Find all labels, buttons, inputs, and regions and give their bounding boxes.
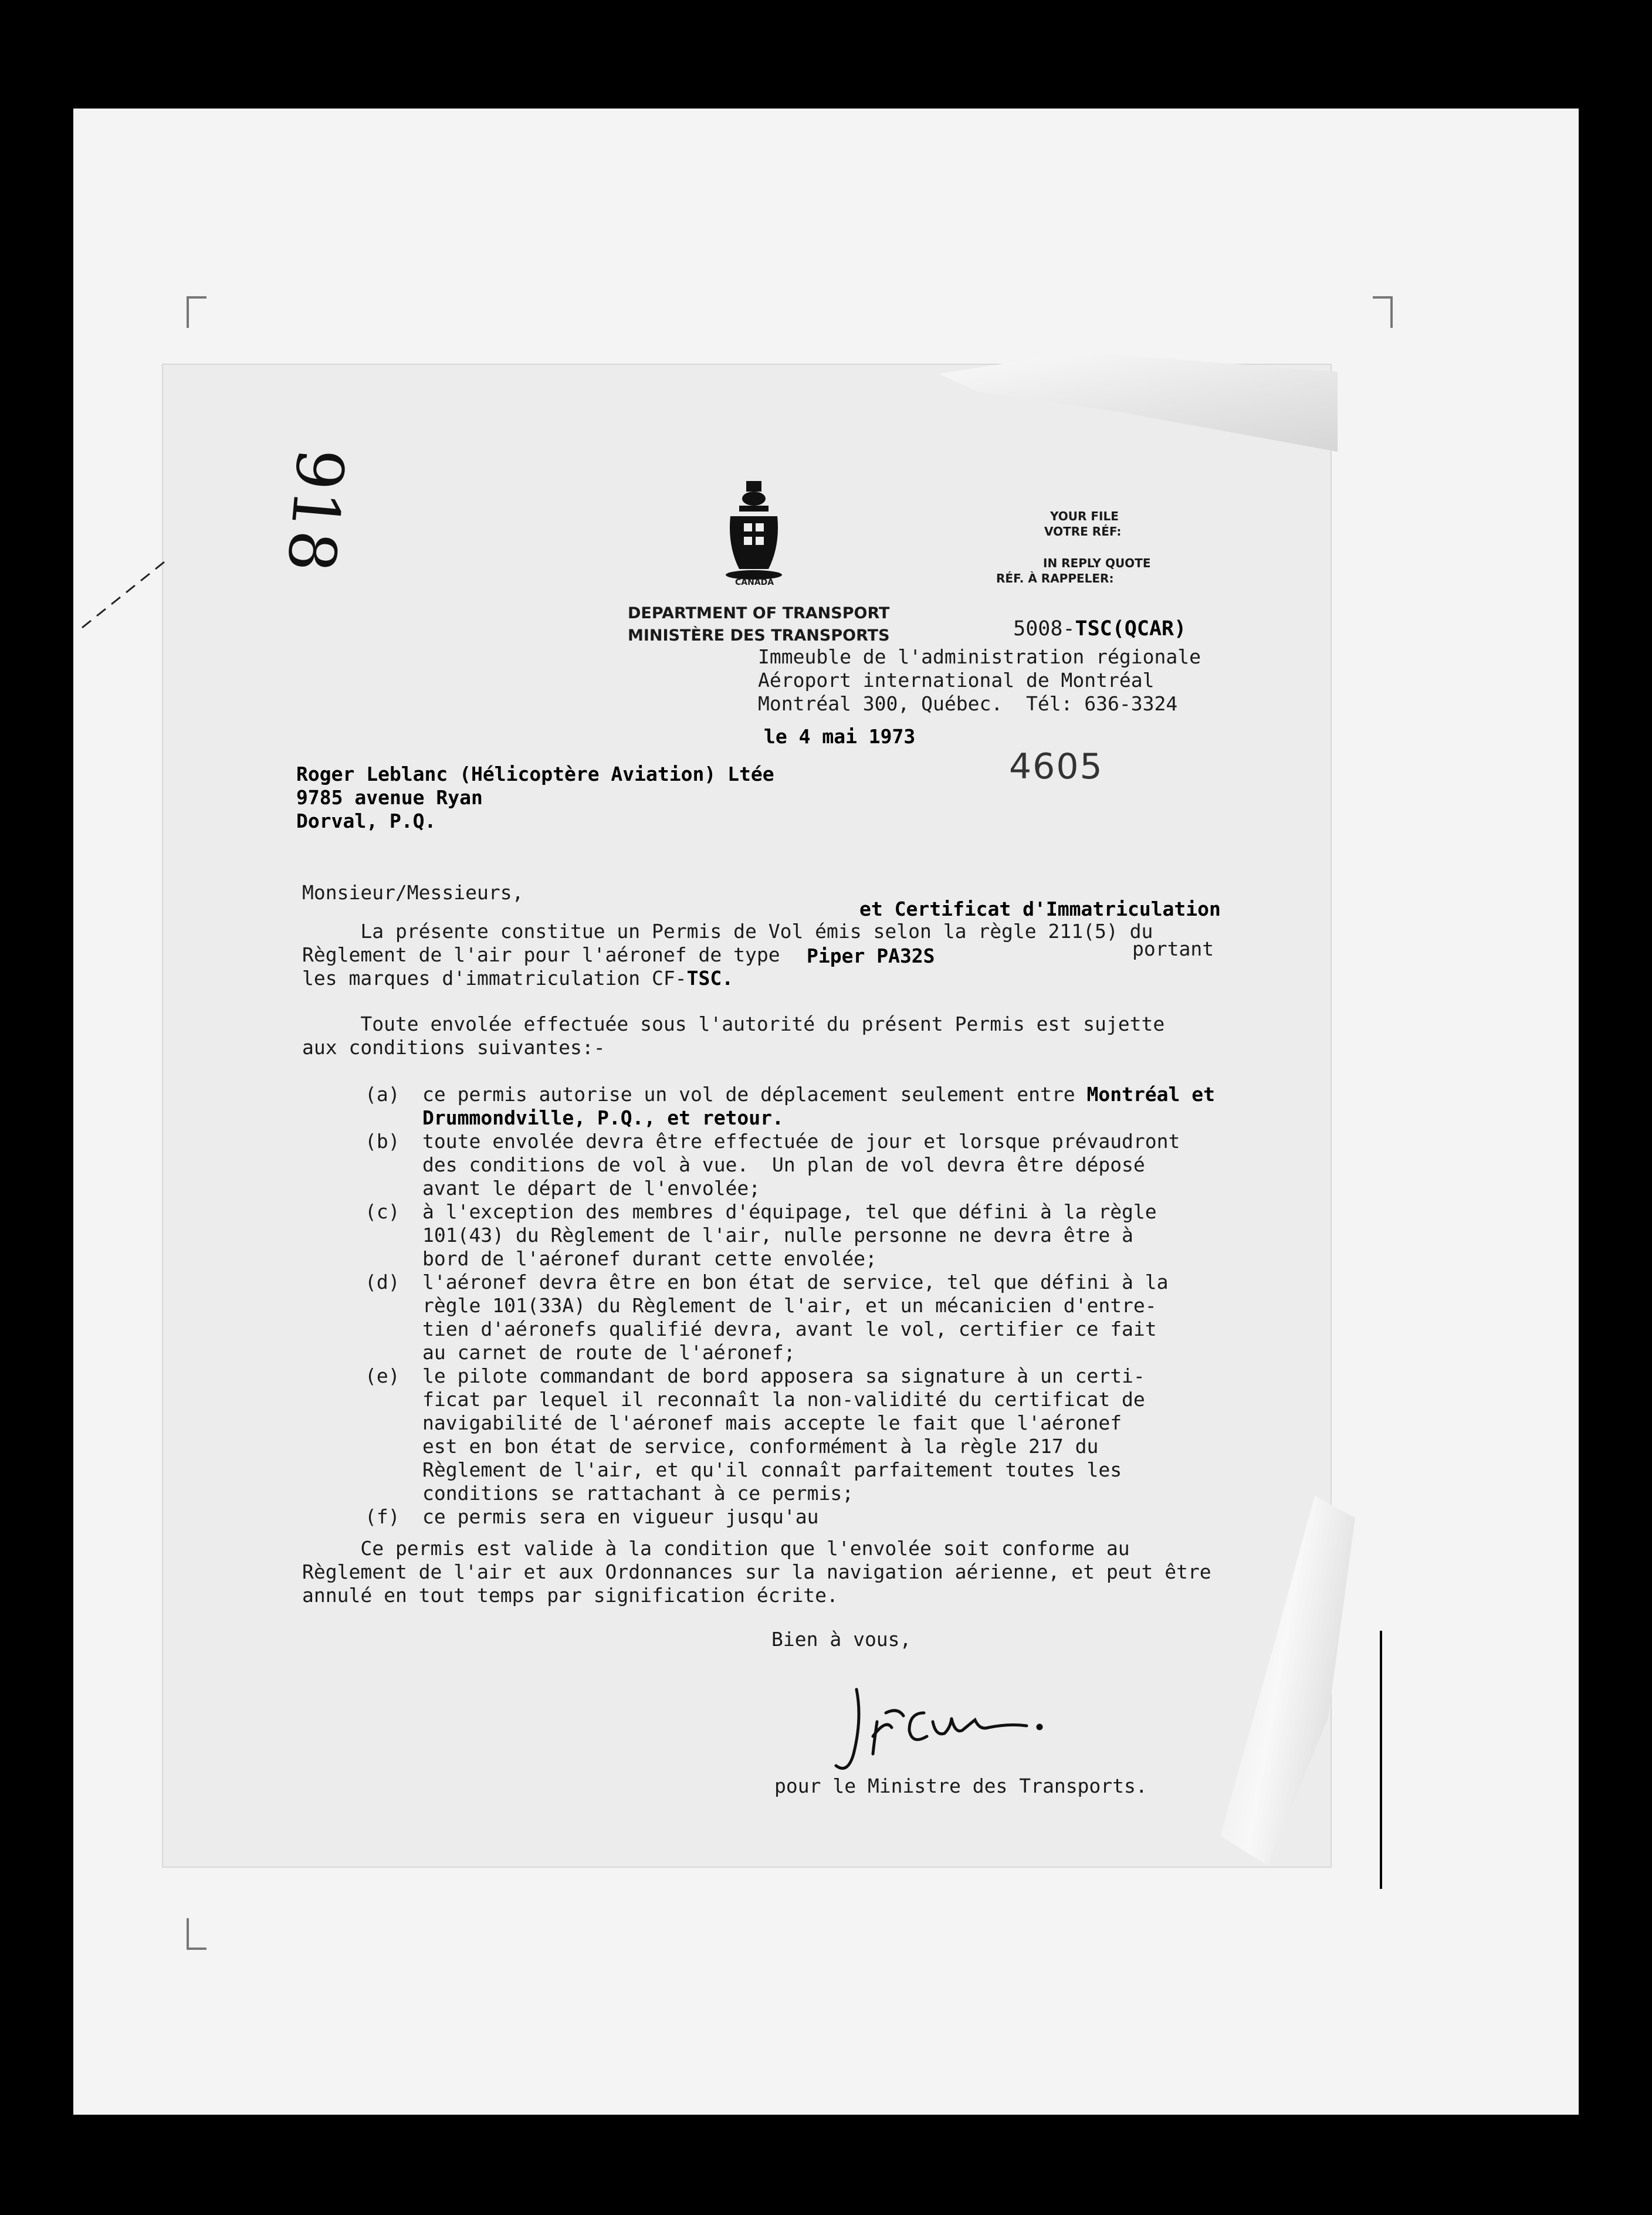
reference-code: TSC(QCAR) — [1075, 617, 1187, 641]
condition-d-letter: (d) — [365, 1271, 400, 1293]
para1-line-2: Règlement de l'air pour l'aéronef de type — [302, 943, 780, 966]
para2-line-1: Toute envolée effectuée sous l'autorité du présent Permis est sujette — [302, 1012, 1165, 1035]
condition-a-destination-2: Drummondville, P.Q., et retour. — [422, 1106, 784, 1129]
crop-mark-top-right — [1373, 296, 1393, 328]
para2-line-2: aux conditions suivantes:- — [302, 1036, 605, 1059]
condition-d-line-3: tien d'aéronefs qualifié devra, avant le vol, certifier ce fait — [422, 1318, 1157, 1340]
your-file-label: YOUR FILE — [1050, 509, 1119, 523]
condition-e-line-3: navigabilité de l'aéronef mais accepte le fait que l'aéronef — [422, 1411, 1122, 1434]
para1-line-1: La présente constitue un Permis de Vol émis selon la règle 211(5) du — [302, 920, 1153, 943]
portant-word: portant — [1132, 937, 1214, 960]
condition-a-letter: (a) — [365, 1083, 400, 1106]
condition-e-line-2: ficat par lequel il reconnaît la non-validité du certificat de — [422, 1388, 1145, 1411]
condition-c-line-2: 101(43) du Règlement de l'air, nulle personne ne devra être à — [422, 1224, 1133, 1247]
signoff: pour le Ministre des Transports. — [774, 1774, 1147, 1797]
canada-coat-of-arms-icon — [722, 481, 786, 592]
department-english: DEPARTMENT OF TRANSPORT — [628, 604, 890, 622]
registration-label: les marques d'immatriculation CF- — [302, 967, 687, 990]
margin-marks — [76, 540, 182, 634]
salutation: Monsieur/Messieurs, — [302, 881, 524, 904]
condition-b-line-1: toute envolée devra être effectuée de jour et lorsque prévaudront — [422, 1130, 1180, 1153]
aircraft-type: Piper PA32S — [807, 944, 935, 967]
reply-quote-label: IN REPLY QUOTE — [1043, 556, 1151, 570]
closing: Bien à vous, — [771, 1628, 912, 1651]
condition-d-line-2: règle 101(33A) du Règlement de l'air, et un mécanicien d'entre- — [422, 1294, 1157, 1317]
registration-marks: TSC. — [686, 967, 734, 990]
condition-e-letter: (e) — [365, 1364, 400, 1387]
condition-e-line-1: le pilote commandant de bord apposera sa signature à un certi- — [422, 1364, 1145, 1387]
condition-f-letter: (f) — [365, 1505, 400, 1528]
recipient-line-2: 9785 avenue Ryan — [296, 786, 483, 809]
para3-line-2: Règlement de l'air et aux Ordonnances sur la navigation aérienne, et peut être — [302, 1560, 1211, 1583]
para3-line-3: annulé en tout temps par signification écrite. — [302, 1584, 838, 1607]
crop-mark-bottom-left — [187, 1918, 206, 1950]
insert-certificate: et Certificat d'Immatriculation — [859, 897, 1221, 920]
address-line-1: Immeuble de l'administration régionale — [758, 645, 1201, 668]
recipient-line-3: Dorval, P.Q. — [296, 810, 436, 832]
handwritten-number: 918 — [273, 445, 358, 575]
condition-a-text: ce permis autorise un vol de déplacement seulement entre — [422, 1083, 1075, 1106]
crop-mark-top-left — [187, 296, 206, 328]
condition-b-line-2: des conditions de vol à vue. Un plan de vol devra être déposé — [422, 1153, 1145, 1176]
reply-quote-label-fr: RÉF. À RAPPELER: — [996, 571, 1114, 585]
stamped-number: 4605 — [1009, 746, 1103, 787]
condition-c-line-1: à l'exception des membres d'équipage, tel que défini à la règle — [422, 1200, 1157, 1223]
scan-edge-line — [1380, 1631, 1382, 1889]
condition-e-line-4: est en bon état de service, conformément à la règle 217 du — [422, 1435, 1099, 1458]
letter-date: le 4 mai 1973 — [764, 725, 916, 748]
condition-c-line-3: bord de l'aéronef durant cette envolée; — [422, 1247, 877, 1270]
address-line-2: Aéroport international de Montréal — [758, 669, 1155, 692]
condition-d-line-4: au carnet de route de l'aéronef; — [422, 1341, 795, 1364]
recipient-line-1: Roger Leblanc (Hélicoptère Aviation) Ltée — [296, 763, 774, 785]
condition-f-line-1: ce permis sera en vigueur jusqu'au — [422, 1505, 819, 1528]
para1-line-3 — [302, 967, 733, 990]
reference-number — [989, 594, 1186, 641]
condition-a-destination-1: Montréal et — [1086, 1083, 1216, 1106]
crest-caption: CANADA — [735, 578, 774, 587]
reference-prefix: 5008- — [1013, 617, 1075, 641]
condition-e-line-6: conditions se rattachant à ce permis; — [422, 1482, 854, 1505]
handwritten-signature — [821, 1672, 1079, 1777]
condition-b-letter: (b) — [365, 1130, 400, 1153]
para3-line-1: Ce permis est valide à la condition que l'envolée soit conforme au — [302, 1537, 1130, 1560]
condition-c-letter: (c) — [365, 1200, 400, 1223]
condition-b-line-3: avant le départ de l'envolée; — [422, 1177, 761, 1200]
your-file-label-fr: VOTRE RÉF: — [1044, 524, 1122, 538]
condition-e-line-5: Règlement de l'air, et qu'il connaît parfaitement toutes les — [422, 1458, 1122, 1481]
address-line-3: Montréal 300, Québec. Tél: 636-3324 — [758, 692, 1178, 715]
condition-a-line-1 — [422, 1083, 1215, 1106]
department-french: MINISTÈRE DES TRANSPORTS — [628, 626, 890, 645]
condition-d-line-1: l'aéronef devra être en bon état de service, tel que défini à la — [422, 1271, 1169, 1293]
